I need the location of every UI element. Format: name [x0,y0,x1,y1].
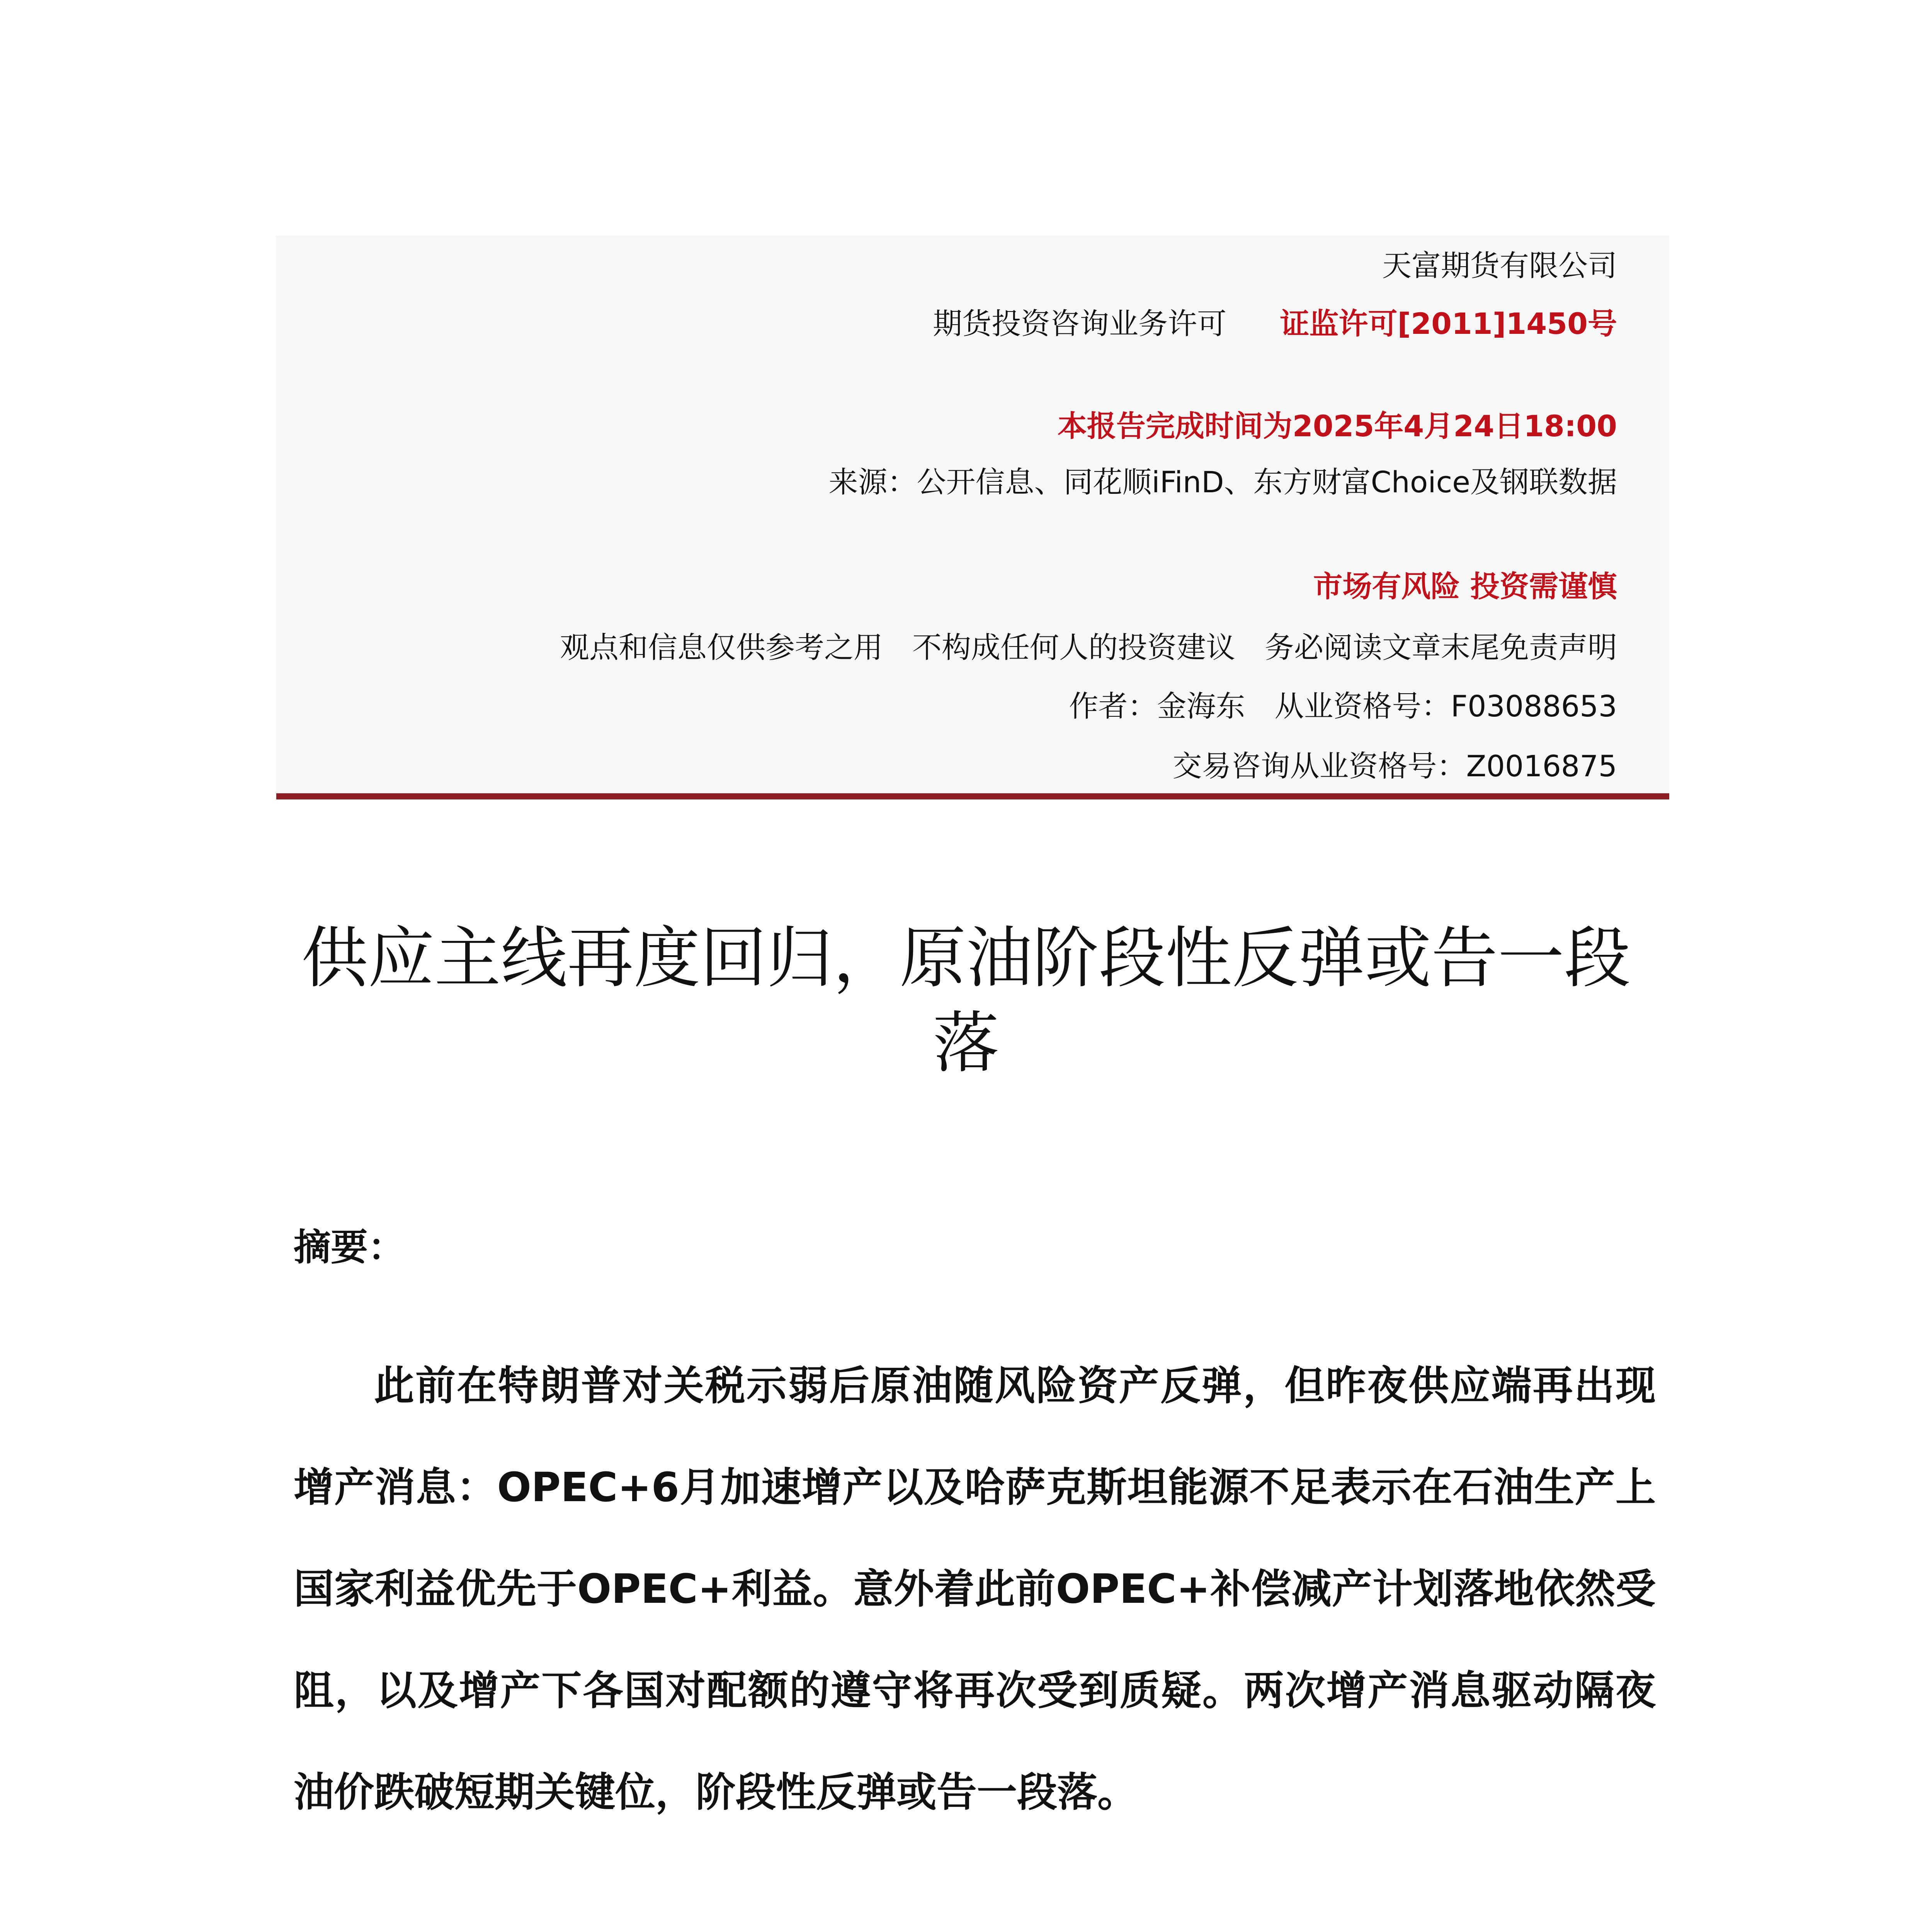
company-name: 天富期货有限公司 [1382,248,1617,283]
risk-warning: 市场有风险 投资需谨慎 [1313,569,1617,604]
summary-label: 摘要： [294,1226,405,1269]
license-label: 期货投资咨询业务许可 [933,306,1227,341]
trading-license: 交易咨询从业资格号：Z0016875 [1172,749,1617,783]
report-title: 供应主线再度回归，原油阶段性反弹或告一段落 [301,919,1631,1082]
license-line [933,306,1617,341]
report-time: 本报告完成时间为2025年4月24日18:00 [1057,409,1617,443]
summary-paragraph-2 [294,1928,1656,1932]
license-number: 证监许可[2011]1450号 [1280,306,1617,341]
data-source: 来源：公开信息、同花顺iFinD、东方财富Choice及钢联数据 [828,465,1617,499]
header-divider [276,793,1669,799]
summary-paragraph-1: 此前在特朗普对关税示弱后原油随风险资产反弹，但昨夜供应端再出现增产消息：OPEC+6月加速增产以及哈萨克斯坦能源不足表示在石油生产上国家利益优先于OPEC+利益。意外着此前OPEC+补偿减产计划落地依然受阻，以及增产下各国对配额的遵守将再次受到质疑。两次增产消息驱动隔夜油价跌破短期关键位，阶段性反弹或告一段落。 [294,1362,1656,1816]
disclaimer: 观点和信息仅供参考之用 不构成任何人的投资建议 务必阅读文章末尾免责声明 [560,630,1617,665]
author-line: 作者：金海东 从业资格号：F03088653 [1069,689,1617,723]
